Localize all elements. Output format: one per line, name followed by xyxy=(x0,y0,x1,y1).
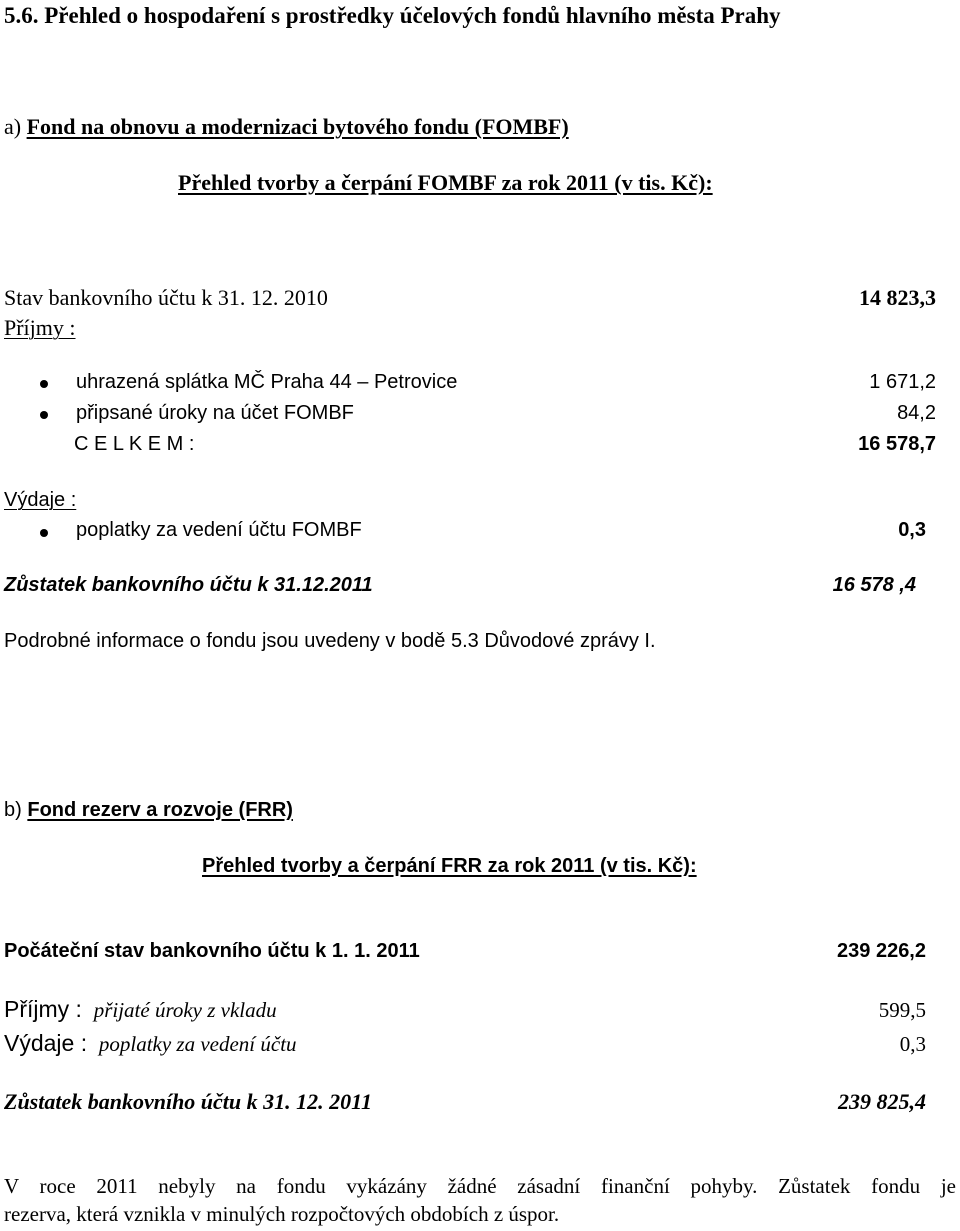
section-a-heading xyxy=(4,116,569,138)
frr-income-detail: přijaté úroky z vkladu xyxy=(93,998,277,1022)
frr-closing-value: 239 825,4 xyxy=(838,1089,926,1114)
bullet-icon xyxy=(40,380,48,388)
fombf-income-label: Příjmy : xyxy=(4,315,76,340)
fombf-expense-label: Výdaje : xyxy=(4,489,77,511)
fombf-income-item-1-label: uhrazená splátka MČ Praha 44 – Petrovice xyxy=(76,371,458,393)
fombf-income-item-1-value: 1 671,2 xyxy=(869,371,936,393)
fombf-note: Podrobné informace o fondu jsou uvedeny v bodě 5.3 Důvodové zprávy I. xyxy=(4,630,656,652)
frr-expense-value: 0,3 xyxy=(899,1032,926,1056)
fombf-expense-item-value: 0,3 xyxy=(898,519,926,541)
fombf-income-item-2-label: připsané úroky na účet FOMBF xyxy=(76,402,354,424)
frr-note-line-2: rezerva, která vznikla v minulých rozpočtových obdobích z úspor. xyxy=(4,1202,560,1226)
section-b-title: Fond rezerv a rozvoje (FRR) xyxy=(27,799,293,821)
section-a-prefix: a) xyxy=(4,114,22,139)
frr-closing-label: Zůstatek bankovního účtu k 31. 12. 2011 xyxy=(4,1089,372,1114)
section-a-subtitle: Přehled tvorby a čerpání FOMBF za rok 2011 (v tis. Kč): xyxy=(178,170,713,195)
frr-note-line-1: V roce 2011 nebyly na fondu vykázány žádné zásadní finanční pohyby. Zůstatek fondu je xyxy=(4,1174,956,1198)
section-b-subtitle: Přehled tvorby a čerpání FRR za rok 2011 (v tis. Kč): xyxy=(202,855,697,877)
fombf-opening-value: 14 823,3 xyxy=(859,285,936,310)
fombf-total-label: C E L K E M : xyxy=(74,433,195,455)
frr-income-value: 599,5 xyxy=(878,998,926,1022)
bullet-icon xyxy=(40,411,48,419)
fombf-expense-item-label: poplatky za vedení účtu FOMBF xyxy=(76,519,362,541)
frr-income-row xyxy=(4,998,277,1021)
frr-expense-row xyxy=(4,1032,297,1055)
section-b-prefix: b) xyxy=(4,799,22,821)
fombf-income-item-2-value: 84,2 xyxy=(897,402,936,424)
fombf-closing-value: 16 578 ,4 xyxy=(832,574,916,596)
page-heading: 5.6. Přehled o hospodaření s prostředky účelových fondů hlavního města Prahy xyxy=(4,3,781,28)
frr-opening-value: 239 226,2 xyxy=(837,940,926,962)
section-b-heading xyxy=(4,800,293,820)
bullet-icon xyxy=(40,529,48,537)
frr-opening-label: Počáteční stav bankovního účtu k 1. 1. 2011 xyxy=(4,940,420,962)
section-a-title: Fond na obnovu a modernizaci bytového fondu (FOMBF) xyxy=(26,114,569,139)
fombf-opening-label: Stav bankovního účtu k 31. 12. 2010 xyxy=(4,285,328,310)
frr-income-label: Příjmy : xyxy=(4,996,82,1022)
frr-expense-detail: poplatky za vedení účtu xyxy=(98,1032,297,1056)
frr-expense-label: Výdaje : xyxy=(4,1030,88,1056)
fombf-total-value: 16 578,7 xyxy=(858,433,936,455)
fombf-closing-label: Zůstatek bankovního účtu k 31.12.2011 xyxy=(4,574,373,596)
